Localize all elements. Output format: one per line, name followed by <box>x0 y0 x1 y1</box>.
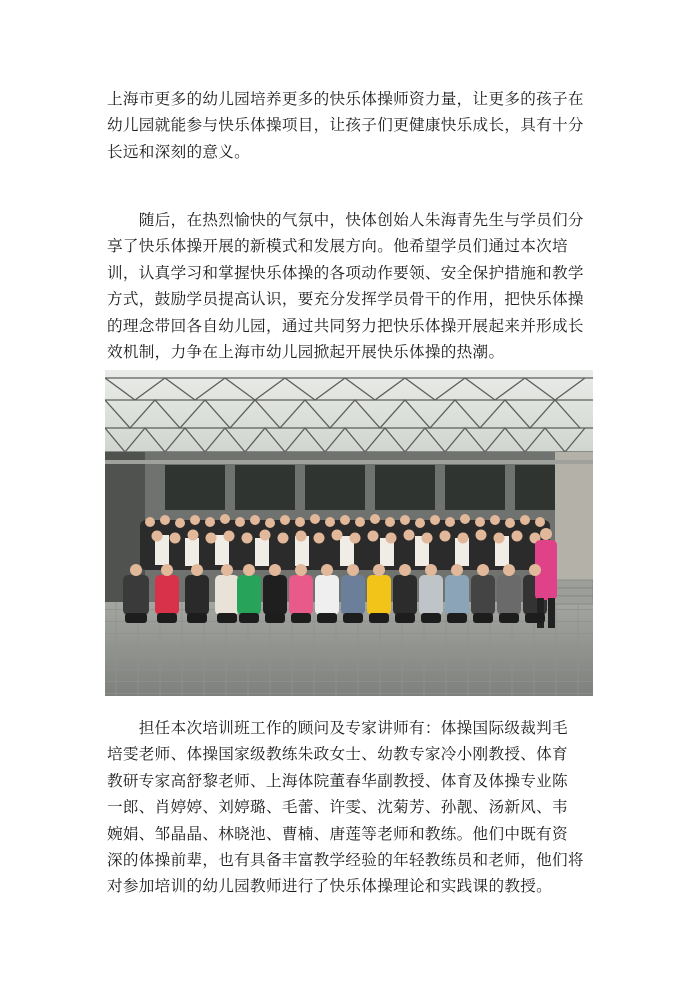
text-line: 方式，鼓励学员提高认识，要充分发挥学员骨干的作用，把快乐体操 <box>107 290 584 309</box>
text-line: 教研专家高舒黎老师、上海体院董春华副教授、体育及体操专业陈 <box>107 771 568 790</box>
text-line: 随后，在热烈愉快的气氛中，快体创始人朱海青先生与学员们分 <box>107 211 584 229</box>
text-line: 训，认真学习和掌握快乐体操的各项动作要领、安全保护措施和教学 <box>107 263 584 282</box>
paragraph-advisors-experts <box>107 715 597 900</box>
text-line: 担任本次培训班工作的顾问及专家讲师有：体操国际级裁判毛 <box>107 719 568 737</box>
paragraph-founder-speech <box>107 207 597 365</box>
text-line: 培雯老师、体操国家级教练朱政女士、幼教专家冷小刚教授、体育 <box>107 745 568 764</box>
text-line: 幼儿园就能参与快乐体操项目，让孩子们更健康快乐成长，具有十分 <box>107 116 584 135</box>
text-line: 深的体操前辈，也有具备丰富教学经验的年轻教练员和老师，他们将 <box>107 851 584 870</box>
building-windows <box>165 465 555 510</box>
text-line: 一郎、肖婷婷、刘婷璐、毛蕾、许雯、沈菊芳、孙靓、汤新风、韦 <box>107 798 568 817</box>
text-line: 的理念带回各自幼儿园，通过共同努力把快乐体操开展起来并形成长 <box>107 316 584 335</box>
text-line: 婉娟、邹晶晶、林晓池、曹楠、唐莲等老师和教练。他们中既有资 <box>107 824 568 843</box>
text-line: 效机制，力争在上海市幼儿园掀起开展快乐体操的热潮。 <box>107 343 505 362</box>
paragraph-intro-continuation <box>107 86 597 165</box>
text-line: 长远和深刻的意义。 <box>107 142 251 161</box>
group-photo <box>105 370 593 696</box>
text-line: 对参加培训的幼儿园教师进行了快乐体操理论和实践课的教授。 <box>107 877 553 896</box>
text-line: 享了快乐体操开展的新模式和发展方向。他希望学员们通过本次培 <box>107 237 568 256</box>
text-line: 上海市更多的幼儿园培养更多的快乐体操师资力量，让更多的孩子在 <box>107 90 584 108</box>
